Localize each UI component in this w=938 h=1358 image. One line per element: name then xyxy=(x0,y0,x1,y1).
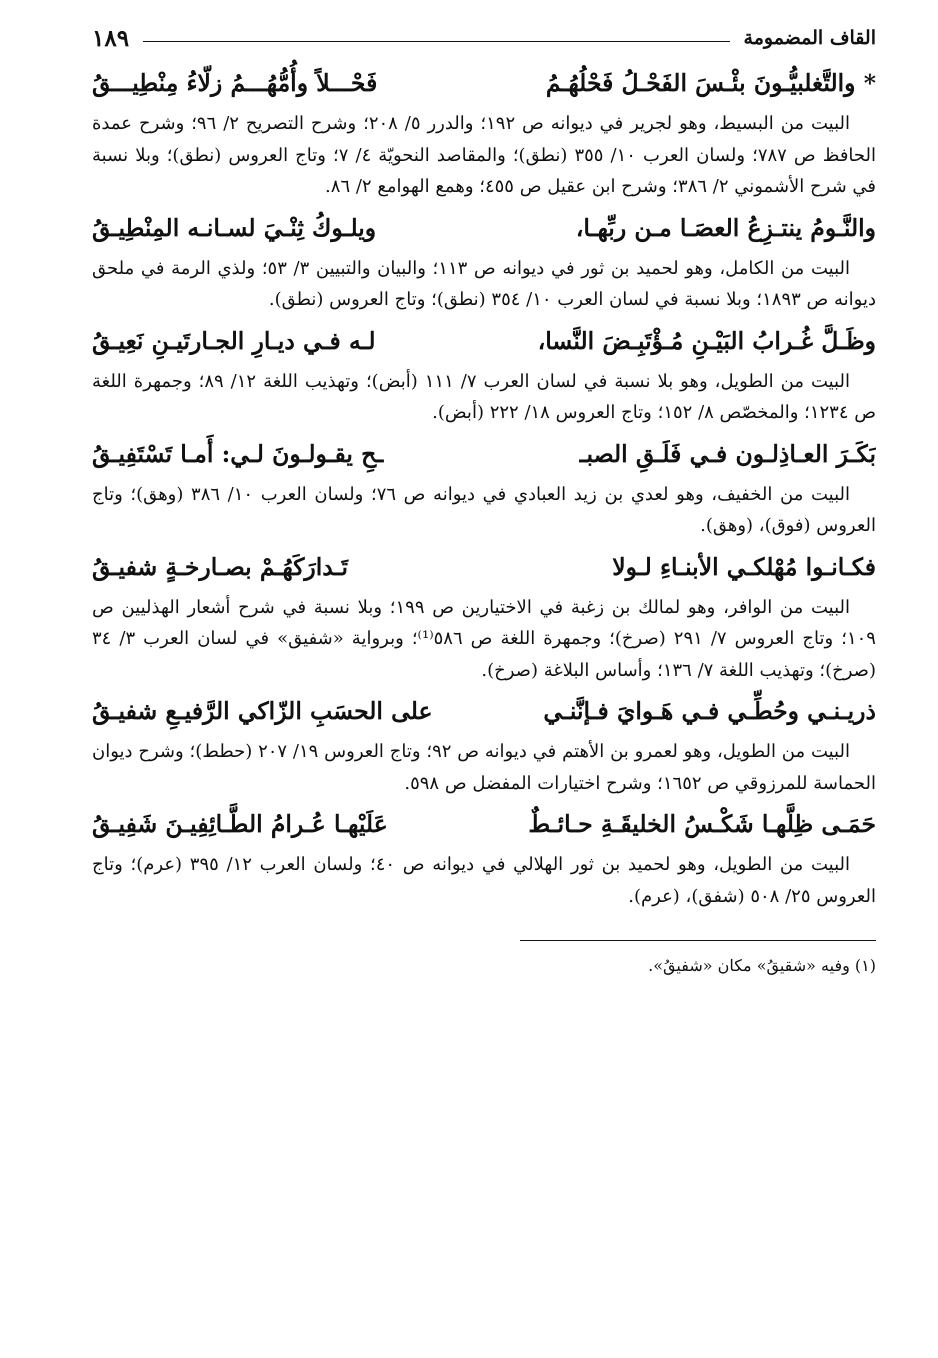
verse-line xyxy=(92,799,876,849)
verse-first-hemistich: فكـانـوا مُهْلكـي الأبنـاءِ لـولا xyxy=(612,552,876,581)
verse-line xyxy=(92,686,876,736)
verse-second-hemistich: ـحِ يقـولـونَ لـي: أَمـا تَسْتَفِيـقُ xyxy=(92,439,384,468)
verse-second-hemistich: لـه فـي ديـارِ الجـارتَيـنِ نَعِيـقُ xyxy=(92,326,376,355)
verse-second-hemistich: فَحْـــلاً وأُمُّهُـــمُ زلّاءُ مِنْطِيـــقُ xyxy=(92,69,378,97)
verse-entry-3 xyxy=(92,316,876,429)
verse-entry-6 xyxy=(92,686,876,799)
verse-second-hemistich: عَلَيْهـا عُـرامُ الطَّـائِفِيـنَ شَفِيـقُ xyxy=(92,810,388,838)
document-page xyxy=(92,18,876,979)
running-title: القاف المضمومة xyxy=(743,27,876,49)
verse-commentary: البيت من الخفيف، وهو لعدي بن زيد العبادي في ديوانه ص ٧٦؛ ولسان العرب ١٠/ ٣٨٦ (وهق)؛ وتاج العروس (فوق)، (وهق). xyxy=(92,483,876,536)
verse-commentary: البيت من الطويل، وهو لحميد بن ثور الهلالي في ديوانه ص ٤٠؛ ولسان العرب ١٢/ ٣٩٥ (عرم)؛ وتاج العروس ٢٥/ ٥٠٨ (شفق)، (عرم). xyxy=(92,854,876,907)
verse-second-hemistich: ويلـوكُ ثِنْـيَ لسـانـه المِنْطِيـقُ xyxy=(92,213,377,242)
header-rule xyxy=(143,41,729,42)
verse-entry-4 xyxy=(92,429,876,542)
verse-entry-5 xyxy=(92,542,876,687)
verse-commentary: البيت من الكامل، وهو لحميد بن ثور في ديوانه ص ١١٣؛ والبيان والتبيين ٣/ ٥٣؛ ولذي الرمة في ملحق ديوانه ص ١٨٩٣؛ وبلا نسبة في لسان العرب ١٠/ ٣٥٤ (نطق)؛ وتاج العروس (نطق). xyxy=(92,257,876,310)
verse-entry-2 xyxy=(92,203,876,316)
running-header xyxy=(92,18,876,58)
verse-line xyxy=(92,203,876,253)
footnote-rule xyxy=(520,940,876,941)
verse-second-hemistich: على الحسَبِ الزّاكي الرَّفيـعِ شفيـقُ xyxy=(92,697,433,725)
verse-commentary: البيت من البسيط، وهو لجرير في ديوانه ص ١٩٢؛ والدرر ٥/ ٢٠٨؛ وشرح التصريح ٢/ ٩٦؛ وشرح عمدة الحافظ ص ٧٨٧؛ ولسان العرب ١٠/ ٣٥٥ (نطق)؛ والمقاصد النحويّة ٤/ ٧؛ وتاج العروس (نطق)؛ وبلا نسبة في شرح الأشموني ٢/ ٣٨٦؛ وشرح ابن عقيل ص ٤٥٥؛ وهمع الهوامع ٢/ ٨٦. xyxy=(92,113,877,197)
verse-entry-7 xyxy=(92,799,876,912)
verse-first-hemistich: وظَـلَّ غُـرابُ البَيْـنِ مُـؤْتَبِـضَ النَّسا، xyxy=(537,326,876,355)
verse-entry-1 xyxy=(92,58,876,203)
verse-first-hemistich: بَكَـرَ العـاذِلـون فـي فَلَـقِ الصبـ xyxy=(579,439,876,468)
verse-first-hemistich: والنَّـومُ ينتـزِعُ العصَـا مـن ربِّهـا، xyxy=(575,213,876,242)
verse-line xyxy=(92,316,876,366)
page-number: ١٨٩ xyxy=(92,24,130,52)
verse-commentary: البيت من الطويل، وهو بلا نسبة في لسان العرب ٧/ ١١١ (أبض)؛ وتهذيب اللغة ١٢/ ٨٩؛ وجمهرة اللغة ص ١٢٣٤؛ والمخصّص ٨/ ١٥٢؛ وتاج العروس ١٨/ ٢٢٢ (أبض). xyxy=(92,370,876,423)
verse-first-hemistich: ذريـنـي وحُطِّـي فـي هَـوايَ فـإنَّنـي xyxy=(543,697,876,725)
verse-line xyxy=(92,58,876,108)
footnote: (١) وفيه «شقيقُ» مكان «شفيقُ». xyxy=(648,956,876,975)
verse-commentary: البيت من الوافر، وهو لمالك بن زغبة في الاختيارين ص ١٩٩؛ وبلا نسبة في شرح أشعار الهذليين ص ١٠٩؛ وتاج العروس ٧/ ٢٩١ (صرخ)؛ وجمهرة اللغة ص ٥٨٦⁽¹⁾؛ وبرواية «شفيق» في لسان العرب ٣/ ٣٤ (صرخ)؛ وتهذيب اللغة ٧/ ١٣٦؛ وأساس البلاغة (صرخ). xyxy=(92,596,876,681)
verse-first-hemistich: * والتَّغلبيُّـونَ بئْـسَ الفَحْـلُ فَحْلُهُـمُ xyxy=(545,69,876,97)
verse-second-hemistich: تَـدارَكَهُـمْ بصـارخـةٍ شفيـقُ xyxy=(92,552,349,581)
verse-line xyxy=(92,542,876,592)
verse-line xyxy=(92,429,876,479)
verse-first-hemistich: حَمَـى ظِلَّهـا شَكْـسُ الخليقَـةِ حـائـطٌ xyxy=(528,810,876,838)
verse-commentary: البيت من الطويل، وهو لعمرو بن الأهتم في ديوانه ص ٩٢؛ وتاج العروس ١٩/ ٢٠٧ (حطط)؛ وشرح ديوان الحماسة للمرزوقي ص ١٦٥٢؛ وشرح اختيارات المفضل ص ٥٩٨. xyxy=(92,741,876,794)
